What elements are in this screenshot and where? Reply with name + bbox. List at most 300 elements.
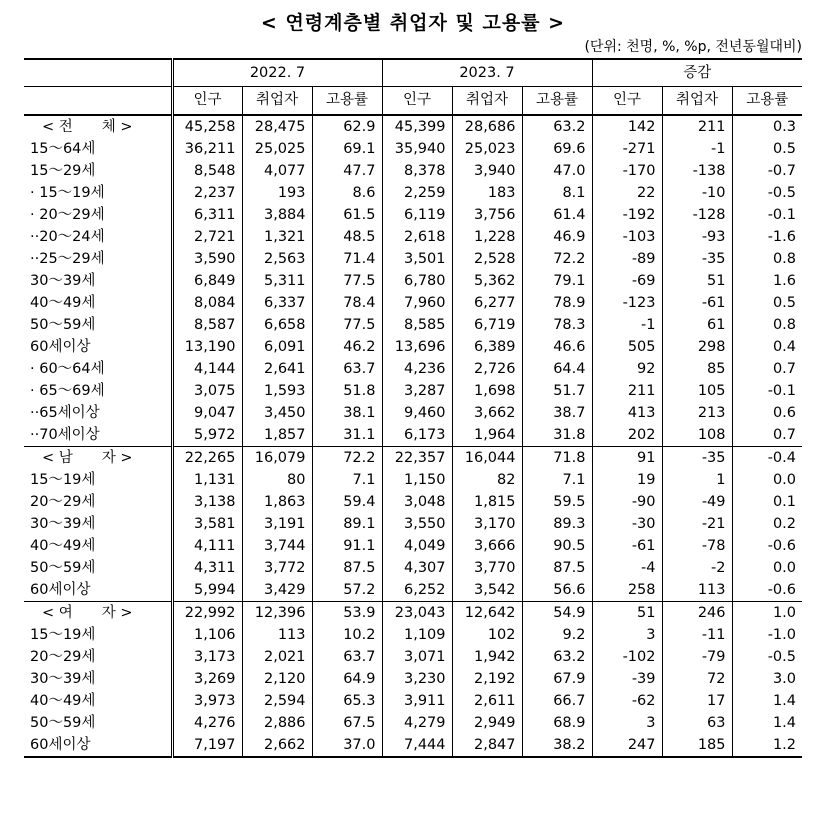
row-label: 40～49세	[30, 538, 96, 554]
table-cell: 8,084	[172, 292, 242, 314]
table-cell: 258	[592, 579, 662, 602]
table-cell: 2,949	[452, 712, 522, 734]
table-cell: 25,023	[452, 138, 522, 160]
table-cell: 8,548	[172, 160, 242, 182]
table-row	[24, 513, 802, 535]
table-cell: 5,311	[242, 270, 312, 292]
table-cell: 10.2	[312, 624, 382, 646]
table-cell: 3,542	[452, 579, 522, 602]
table-cell: 72	[662, 668, 732, 690]
row-label: 50～59세	[30, 317, 96, 333]
table-cell: 6,311	[172, 204, 242, 226]
table-cell: -102	[592, 646, 662, 668]
table-cell: -103	[592, 226, 662, 248]
table-row	[24, 579, 802, 602]
table-cell: 61.4	[522, 204, 592, 226]
table-cell: 2,847	[452, 734, 522, 757]
table-cell: -170	[592, 160, 662, 182]
table-cell: 0.7	[732, 358, 802, 380]
table-cell: -138	[662, 160, 732, 182]
table-row	[24, 424, 802, 447]
row-label: 30～39세	[30, 273, 96, 289]
table-cell: -61	[592, 535, 662, 557]
table-cell: 0.5	[732, 292, 802, 314]
table-cell: 51.7	[522, 380, 592, 402]
table-cell: 72.2	[312, 447, 382, 470]
table-cell: -0.6	[732, 579, 802, 602]
col-header: 취업자	[662, 87, 732, 116]
table-cell: 6,091	[242, 336, 312, 358]
col-header: 고용률	[732, 87, 802, 116]
table-cell: 3,138	[172, 491, 242, 513]
table-cell: 51	[592, 602, 662, 625]
table-cell: 64.9	[312, 668, 382, 690]
table-cell: 28,475	[242, 115, 312, 138]
table-cell: 3,884	[242, 204, 312, 226]
table-cell: 0.3	[732, 115, 802, 138]
table-cell: 3,450	[242, 402, 312, 424]
table-cell: 4,276	[172, 712, 242, 734]
row-label: ··20～24세	[30, 229, 105, 245]
table-cell: -69	[592, 270, 662, 292]
table-cell: 6,119	[382, 204, 452, 226]
table-row	[24, 160, 802, 182]
table-cell: 2,192	[452, 668, 522, 690]
table-row	[24, 602, 802, 625]
table-cell: 3,662	[452, 402, 522, 424]
table-cell: 19	[592, 469, 662, 491]
row-label: 50～59세	[30, 560, 96, 576]
table-cell: 2,563	[242, 248, 312, 270]
table-cell: 2,618	[382, 226, 452, 248]
table-cell: 77.5	[312, 314, 382, 336]
table-cell: 246	[662, 602, 732, 625]
table-row	[24, 270, 802, 292]
table-cell: 5,994	[172, 579, 242, 602]
table-row	[24, 624, 802, 646]
table-cell: 8.1	[522, 182, 592, 204]
table-cell: 38.7	[522, 402, 592, 424]
table-cell: 68.9	[522, 712, 592, 734]
row-label: 15～19세	[30, 627, 96, 643]
row-label: · 15～19세	[30, 185, 105, 201]
row-label: · 60～64세	[30, 361, 105, 377]
table-cell: 78.4	[312, 292, 382, 314]
table-cell: 3,048	[382, 491, 452, 513]
table-cell: 91.1	[312, 535, 382, 557]
row-label: 60세이상	[24, 734, 172, 757]
table-cell: -21	[662, 513, 732, 535]
table-cell: 3,501	[382, 248, 452, 270]
table-cell: 47.0	[522, 160, 592, 182]
table-cell: -4	[592, 557, 662, 579]
table-cell: 12,642	[452, 602, 522, 625]
table-cell: 89.1	[312, 513, 382, 535]
table-cell: 3,191	[242, 513, 312, 535]
table-cell: 3,075	[172, 380, 242, 402]
table-cell: 4,311	[172, 557, 242, 579]
table-cell: 45,258	[172, 115, 242, 138]
table-cell: 4,307	[382, 557, 452, 579]
col-header: 취업자	[242, 87, 312, 116]
col-header: 취업자	[452, 87, 522, 116]
table-cell: 3,230	[382, 668, 452, 690]
table-cell: -0.1	[732, 204, 802, 226]
table-cell: 4,111	[172, 535, 242, 557]
table-cell: 2,021	[242, 646, 312, 668]
table-cell: 1,228	[452, 226, 522, 248]
table-cell: 64.4	[522, 358, 592, 380]
table-cell: -78	[662, 535, 732, 557]
table-cell: 8,587	[172, 314, 242, 336]
table-cell: 8.6	[312, 182, 382, 204]
table-row	[24, 535, 802, 557]
table-cell: 413	[592, 402, 662, 424]
table-cell: -0.6	[732, 535, 802, 557]
table-cell: -0.5	[732, 182, 802, 204]
table-cell: 3,170	[452, 513, 522, 535]
table-cell: 3,071	[382, 646, 452, 668]
table-cell: 3,911	[382, 690, 452, 712]
table-cell: 3,666	[452, 535, 522, 557]
table-cell: 1,109	[382, 624, 452, 646]
table-cell: 2,721	[172, 226, 242, 248]
table-cell: 59.5	[522, 491, 592, 513]
table-cell: 1.6	[732, 270, 802, 292]
table-cell: 79.1	[522, 270, 592, 292]
table-cell: 92	[592, 358, 662, 380]
table-cell: 67.9	[522, 668, 592, 690]
table-cell: 25,025	[242, 138, 312, 160]
table-cell: 2,662	[242, 734, 312, 757]
table-cell: 113	[242, 624, 312, 646]
table-cell: 6,337	[242, 292, 312, 314]
table-cell: 3,770	[452, 557, 522, 579]
table-cell: 22,992	[172, 602, 242, 625]
table-cell: -35	[662, 248, 732, 270]
table-cell: 142	[592, 115, 662, 138]
table-cell: 31.1	[312, 424, 382, 447]
table-cell: 77.5	[312, 270, 382, 292]
table-cell: 1.0	[732, 602, 802, 625]
table-cell: -49	[662, 491, 732, 513]
table-cell: 36,211	[172, 138, 242, 160]
col-header: 인구	[172, 87, 242, 116]
table-cell: -0.4	[732, 447, 802, 470]
table-cell: 2,726	[452, 358, 522, 380]
table-cell: 3,756	[452, 204, 522, 226]
table-cell: 5,972	[172, 424, 242, 447]
table-cell: 298	[662, 336, 732, 358]
table-row	[24, 402, 802, 424]
table-cell: 22,357	[382, 447, 452, 470]
table-cell: -0.1	[732, 380, 802, 402]
table-cell: 3.0	[732, 668, 802, 690]
table-cell: 505	[592, 336, 662, 358]
table-cell: 31.8	[522, 424, 592, 447]
table-cell: 4,236	[382, 358, 452, 380]
table-cell: 3,429	[242, 579, 312, 602]
table-cell: 1,964	[452, 424, 522, 447]
table-cell: 7,197	[172, 734, 242, 757]
row-label: 40～49세	[30, 693, 96, 709]
table-cell: 185	[662, 734, 732, 757]
table-cell: 8,585	[382, 314, 452, 336]
table-cell: 12,396	[242, 602, 312, 625]
table-cell: 6,277	[452, 292, 522, 314]
table-cell: 1.4	[732, 712, 802, 734]
table-cell: 1,857	[242, 424, 312, 447]
table-cell: 6,252	[382, 579, 452, 602]
table-cell: 0.8	[732, 314, 802, 336]
row-label: · 65～69세	[30, 383, 105, 399]
table-cell: 0.1	[732, 491, 802, 513]
table-cell: 7,960	[382, 292, 452, 314]
table-cell: 13,190	[172, 336, 242, 358]
table-cell: 90.5	[522, 535, 592, 557]
table-row	[24, 734, 802, 757]
table-cell: 4,077	[242, 160, 312, 182]
table-cell: 1,698	[452, 380, 522, 402]
row-label: ··65세이상	[30, 405, 100, 421]
table-cell: 9,047	[172, 402, 242, 424]
table-cell: -123	[592, 292, 662, 314]
table-cell: 2,594	[242, 690, 312, 712]
table-cell: 63.7	[312, 646, 382, 668]
unit-note: (단위: 천명, %, %p, 전년동월대비)	[584, 39, 802, 55]
table-row	[24, 314, 802, 336]
table-cell: 3,173	[172, 646, 242, 668]
table-cell: -2	[662, 557, 732, 579]
table-cell: 9.2	[522, 624, 592, 646]
col-header: 고용률	[522, 87, 592, 116]
table-cell: 2,886	[242, 712, 312, 734]
table-cell: 66.7	[522, 690, 592, 712]
table-row	[24, 668, 802, 690]
table-cell: -93	[662, 226, 732, 248]
table-cell: 3,973	[172, 690, 242, 712]
table-cell: -10	[662, 182, 732, 204]
table-row	[24, 115, 802, 138]
table-cell: 69.6	[522, 138, 592, 160]
table-cell: -35	[662, 447, 732, 470]
table-cell: -1	[592, 314, 662, 336]
table-cell: 7,444	[382, 734, 452, 757]
table-cell: 51.8	[312, 380, 382, 402]
table-cell: 105	[662, 380, 732, 402]
table-row	[24, 226, 802, 248]
table-cell: 91	[592, 447, 662, 470]
table-cell: 46.9	[522, 226, 592, 248]
table-cell: 48.5	[312, 226, 382, 248]
table-cell: -1	[662, 138, 732, 160]
row-label: 40～49세	[30, 295, 96, 311]
table-cell: -271	[592, 138, 662, 160]
table-cell: -62	[592, 690, 662, 712]
table-cell: 87.5	[522, 557, 592, 579]
table-cell: 71.8	[522, 447, 592, 470]
table-cell: 4,279	[382, 712, 452, 734]
row-label: 30～39세	[30, 671, 96, 687]
table-cell: 108	[662, 424, 732, 447]
header-corner	[24, 59, 172, 87]
table-cell: 1,150	[382, 469, 452, 491]
table-row	[24, 204, 802, 226]
table-cell: 0.0	[732, 469, 802, 491]
table-cell: -1.6	[732, 226, 802, 248]
table-cell: 0.4	[732, 336, 802, 358]
table-cell: 8,378	[382, 160, 452, 182]
table-cell: -1.0	[732, 624, 802, 646]
table-row	[24, 469, 802, 491]
table-row	[24, 712, 802, 734]
table-cell: 1,321	[242, 226, 312, 248]
row-label: 15～64세	[30, 141, 96, 157]
table-row	[24, 557, 802, 579]
table-cell: 5,362	[452, 270, 522, 292]
table-cell: 51	[662, 270, 732, 292]
table-cell: 213	[662, 402, 732, 424]
table-cell: 89.3	[522, 513, 592, 535]
table-cell: 3	[592, 712, 662, 734]
table-cell: -192	[592, 204, 662, 226]
table-cell: 2,611	[452, 690, 522, 712]
row-label: 60세이상	[30, 582, 91, 598]
table-cell: 3,550	[382, 513, 452, 535]
table-cell: 80	[242, 469, 312, 491]
table-cell: 2,237	[172, 182, 242, 204]
row-label: 15～19세	[30, 472, 96, 488]
table-cell: 63.7	[312, 358, 382, 380]
table-cell: 1,815	[452, 491, 522, 513]
table-cell: 16,079	[242, 447, 312, 470]
table-cell: 45,399	[382, 115, 452, 138]
table-cell: 63	[662, 712, 732, 734]
table-cell: 6,389	[452, 336, 522, 358]
table-cell: -39	[592, 668, 662, 690]
table-cell: 1.2	[732, 734, 802, 757]
table-cell: -0.5	[732, 646, 802, 668]
table-cell: 46.2	[312, 336, 382, 358]
group-header-change: 증감	[592, 59, 802, 87]
table-cell: 113	[662, 579, 732, 602]
table-cell: 53.9	[312, 602, 382, 625]
row-label: 30～39세	[30, 516, 96, 532]
table-cell: 1,942	[452, 646, 522, 668]
table-cell: 3,581	[172, 513, 242, 535]
table-row	[24, 358, 802, 380]
row-label: ··70세이상	[30, 427, 100, 443]
table-cell: 9,460	[382, 402, 452, 424]
table-cell: 2,120	[242, 668, 312, 690]
row-label: < 전 체 >	[42, 119, 133, 135]
table-cell: 6,780	[382, 270, 452, 292]
row-label: 15～29세	[30, 163, 96, 179]
table-cell: 0.2	[732, 513, 802, 535]
table-row	[24, 138, 802, 160]
row-label: 60세이상	[30, 339, 91, 355]
table-cell: 211	[592, 380, 662, 402]
row-label: 20～29세	[30, 494, 96, 510]
table-row	[24, 182, 802, 204]
table-row	[24, 292, 802, 314]
table-cell: 1,106	[172, 624, 242, 646]
table-row	[24, 380, 802, 402]
table-cell: 6,173	[382, 424, 452, 447]
table-cell: 69.1	[312, 138, 382, 160]
table-cell: 37.0	[312, 734, 382, 757]
table-cell: 78.9	[522, 292, 592, 314]
table-cell: 61.5	[312, 204, 382, 226]
table-cell: 0.5	[732, 138, 802, 160]
table-cell: 102	[452, 624, 522, 646]
table-cell: 193	[242, 182, 312, 204]
table-cell: 16,044	[452, 447, 522, 470]
table-cell: 0.7	[732, 424, 802, 447]
table-cell: 13,696	[382, 336, 452, 358]
header-corner-bottom	[24, 87, 172, 116]
table-cell: 0.8	[732, 248, 802, 270]
table-cell: 0.6	[732, 402, 802, 424]
table-cell: 4,049	[382, 535, 452, 557]
table-cell: 38.1	[312, 402, 382, 424]
table-cell: 2,641	[242, 358, 312, 380]
table-cell: 56.6	[522, 579, 592, 602]
table-cell: 7.1	[312, 469, 382, 491]
table-row	[24, 646, 802, 668]
table-cell: 35,940	[382, 138, 452, 160]
group-header-2023: 2023. 7	[382, 59, 592, 87]
table-row	[24, 336, 802, 358]
employment-table	[24, 58, 802, 758]
col-header: 고용률	[312, 87, 382, 116]
table-cell: 17	[662, 690, 732, 712]
table-cell: 6,719	[452, 314, 522, 336]
table-cell: 22	[592, 182, 662, 204]
table-cell: -90	[592, 491, 662, 513]
table-cell: -30	[592, 513, 662, 535]
table-cell: 4,144	[172, 358, 242, 380]
table-cell: 23,043	[382, 602, 452, 625]
table-cell: 85	[662, 358, 732, 380]
table-cell: 61	[662, 314, 732, 336]
table-row	[24, 447, 802, 470]
table-cell: 1,863	[242, 491, 312, 513]
row-label: 20～29세	[30, 649, 96, 665]
table-cell: 59.4	[312, 491, 382, 513]
row-label: < 여 자 >	[24, 602, 172, 625]
table-row	[24, 491, 802, 513]
table-cell: 202	[592, 424, 662, 447]
table-cell: 72.2	[522, 248, 592, 270]
group-header-2022: 2022. 7	[172, 59, 382, 87]
table-cell: 47.7	[312, 160, 382, 182]
row-label: ··25～29세	[30, 251, 105, 267]
row-label: < 남 자 >	[24, 447, 172, 470]
table-cell: -11	[662, 624, 732, 646]
table-row	[24, 248, 802, 270]
table-cell: 78.3	[522, 314, 592, 336]
table-cell: 1	[662, 469, 732, 491]
table-cell: 38.2	[522, 734, 592, 757]
table-cell: 46.6	[522, 336, 592, 358]
table-cell: 3,269	[172, 668, 242, 690]
table-cell: 2,528	[452, 248, 522, 270]
table-cell: 6,849	[172, 270, 242, 292]
table-cell: 63.2	[522, 646, 592, 668]
table-cell: 3,590	[172, 248, 242, 270]
table-cell: 211	[662, 115, 732, 138]
